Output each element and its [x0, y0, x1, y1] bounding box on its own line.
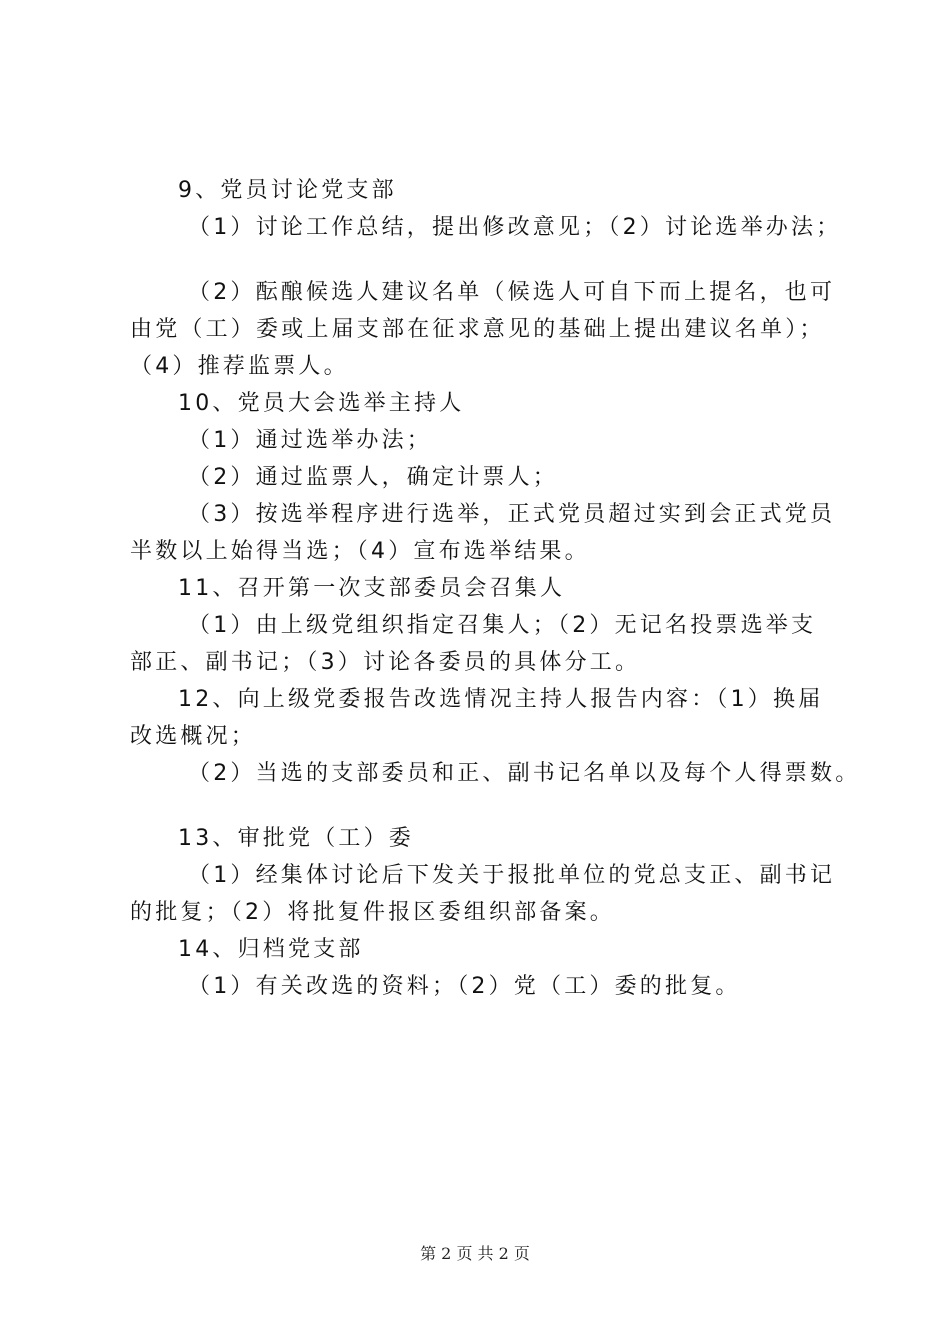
paragraph-line: （2）通过监票人，确定计票人；: [188, 465, 558, 490]
page-footer: 第 2 页 共 2 页: [420, 1244, 530, 1263]
paragraph-line: 由党（工）委或上届支部在征求意见的基础上提出建议名单）；: [130, 317, 825, 342]
section-heading: 14、归档党支部: [178, 937, 364, 962]
document-body: [130, 172, 861, 1005]
paragraph-line: （4）推荐监票人。: [130, 354, 349, 379]
section-heading: 12、向上级党委报告改选情况主持人报告内容：（1）换届: [178, 687, 824, 712]
blank-line: [130, 246, 848, 274]
paragraph-line: （1）经集体讨论后下发关于报批单位的党总支正、副书记: [188, 863, 836, 888]
paragraph-line: （1）讨论工作总结，提出修改意见；（2）讨论选举办法；: [188, 215, 842, 240]
paragraph-line: （3）按选举程序进行选举，正式党员超过实到会正式党员: [188, 502, 836, 527]
paragraph-line: （2）当选的支部委员和正、副书记名单以及每个人得票数。: [188, 761, 861, 786]
section-heading: 11、召开第一次支部委员会召集人: [178, 576, 566, 601]
paragraph-line: 的批复；（2）将批复件报区委组织部备案。: [130, 900, 615, 925]
paragraph-line: 半数以上始得当选；（4）宣布选举结果。: [130, 539, 590, 564]
paragraph-line: （1）由上级党组织指定召集人；（2）无记名投票选举支: [188, 613, 817, 638]
blank-line: [130, 792, 848, 820]
paragraph-line: 部正、副书记；（3）讨论各委员的具体分工。: [130, 650, 641, 675]
section-heading: 9、党员讨论党支部: [178, 178, 397, 203]
section-heading: 10、党员大会选举主持人: [178, 391, 465, 416]
paragraph-line: 改选概况；: [130, 724, 257, 749]
paragraph-line: （1）通过选举办法；: [188, 428, 432, 453]
paragraph-line: （2）酝酿候选人建议名单（候选人可自下而上提名，也可: [188, 280, 836, 305]
paragraph-line: （1）有关改选的资料；（2）党（工）委的批复。: [188, 974, 741, 999]
section-heading: 13、审批党（工）委: [178, 826, 414, 851]
